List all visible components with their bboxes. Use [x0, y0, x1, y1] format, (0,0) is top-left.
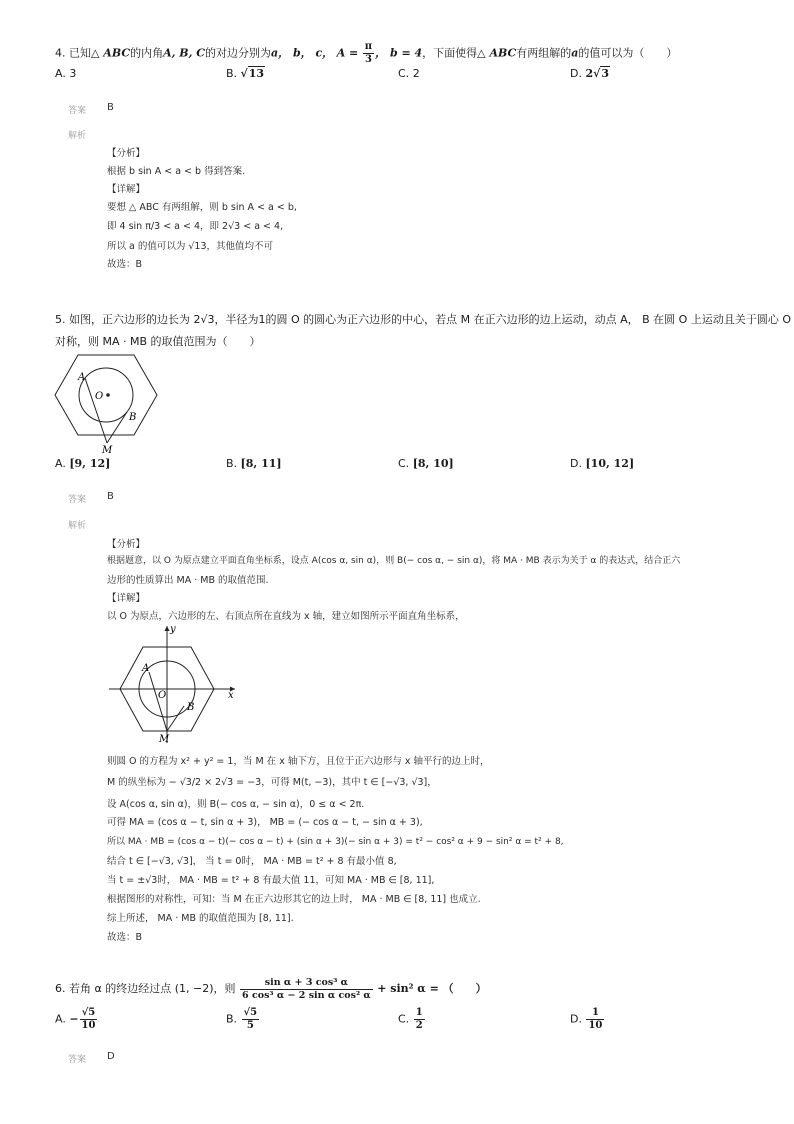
q4-stem-text: 4. 已知 [55, 46, 91, 60]
q4-triangle: △ ABC [477, 46, 517, 60]
q5-option-a[interactable] [55, 457, 110, 470]
answer-label: 答案 [68, 1055, 87, 1065]
option-label: C. [398, 67, 410, 80]
q6-option-c[interactable] [398, 1008, 426, 1031]
segment-mb [107, 412, 127, 443]
solution-line: 根据题意，以 O 为原点建立平面直角坐标系，设点 A(cos α, sin α)，则 B(− cos α, − sin α)，将 MA · MB 表示为关于 α 的表达式，结合正六 [107, 556, 681, 566]
option-value: [8, 11] [240, 457, 282, 470]
fraction-denominator: 10 [81, 1020, 96, 1031]
solution-line: 当 t = ±√3时， MA · MB = t² + 8 有最大值 11，可知 MA · MB ∈ [8, 11], [107, 875, 435, 886]
analysis-label: 解析 [68, 521, 87, 531]
option-label: C. [398, 1012, 410, 1026]
label-b: B [129, 412, 137, 423]
q4-stem-text: 的内角 [130, 46, 164, 60]
fraction-numerator: π [364, 41, 373, 52]
solution-line: 结合 t ∈ [−√3, √3]， 当 t = 0时， MA · MB = t² + 8 有最小值 8, [107, 856, 397, 867]
solution-line: 综上所述， MA · MB 的取值范围为 [8, 11]. [107, 913, 294, 924]
option-label: C. [398, 457, 410, 470]
option-fraction [586, 1008, 604, 1031]
solution-line: 即 4 sin π/3 < a < 4，即 2√3 < a < 4, [107, 221, 284, 232]
option-label: B. [226, 1012, 238, 1026]
q6-option-d[interactable] [570, 1008, 605, 1031]
label-b: B [187, 702, 195, 713]
center-dot [106, 393, 110, 397]
solution-line: 要想 △ ABC 有两组解，则 b sin A < a < b, [107, 202, 297, 213]
sqrt-sign: √ [240, 67, 248, 80]
option-fraction [242, 1008, 260, 1031]
fraction-denominator: 5 [246, 1020, 254, 1031]
option-label: D. [570, 1012, 582, 1026]
label-a: A [78, 372, 86, 383]
label-m: M [159, 734, 170, 745]
q4-var-a: a [571, 46, 579, 60]
segment-ma [149, 672, 167, 731]
fraction-denominator: 2 [415, 1020, 423, 1031]
q6-option-a[interactable] [55, 1008, 98, 1031]
label-m: M [102, 445, 113, 455]
option-label: A. [55, 457, 66, 470]
q5-stem-line1: 5. 如图，正六边形的边长为 2√3，半径为1的圆 O 的圆心为正六边形的中心，若点 M 在正六边形的边上运动，动点 A， B 在圆 O 上运动且关于圆心 O [55, 313, 791, 326]
sqrt-sign: √ [593, 67, 601, 80]
fraction-numerator: √5 [243, 1007, 258, 1018]
option-value: [10, 12] [585, 457, 635, 470]
fraction-denominator: 3 [364, 54, 372, 65]
solution-line: 【分析】 [107, 539, 146, 550]
segment-mb [167, 706, 184, 731]
q4-pi-over-3 [363, 42, 374, 65]
solution-line: 故选：B [107, 259, 143, 270]
segment-ma [85, 378, 107, 443]
label-a: A [142, 663, 150, 674]
label-o: O [158, 690, 167, 701]
option-sign: − [69, 1012, 79, 1026]
fraction-numerator: 1 [415, 1007, 423, 1018]
solution-line: 可得 MA = (cos α − t, sin α + 3)， MB = (− cos α − t, − sin α + 3), [107, 817, 423, 828]
fraction-numerator: 1 [586, 1008, 604, 1020]
q4-angles: A, B, C [163, 46, 205, 60]
q5-hexagon-figure [52, 350, 162, 455]
solution-line: M 的纵坐标为 − √3/2 × 2√3 = −3，可得 M(t, −3)，其中 t ∈ [−√3, √3]， [107, 777, 437, 788]
option-label: D. [570, 457, 582, 470]
option-label: D. [570, 67, 582, 80]
q4-option-b[interactable] [226, 67, 265, 80]
q4-option-d[interactable] [570, 67, 610, 80]
label-o: O [95, 391, 104, 402]
option-value: 3 [69, 67, 77, 80]
option-value: 3 [601, 67, 610, 80]
solution-line: 根据 b sin A < a < b 得到答案. [107, 166, 246, 177]
q4-sides: a， b， c， [271, 46, 334, 60]
solution-line: 【详解】 [107, 593, 146, 604]
fraction-denominator: 6 cos³ α − 2 sin α cos² α [242, 989, 371, 1001]
y-axis-arrow [165, 626, 170, 631]
q4-stem-text: ，下面使得 [422, 46, 478, 60]
q6-expression-fraction [240, 978, 373, 1000]
label-y: y [170, 624, 176, 635]
answer-label: 答案 [68, 495, 87, 505]
answer-value: D [107, 1051, 115, 1062]
solution-line: 所以 a 的值可以为 √13，其他值均不可 [107, 241, 274, 252]
option-value: 13 [248, 67, 265, 80]
answer-value: B [107, 491, 114, 502]
solution-line: 所以 MA · MB = (cos α − t)(− cos α − t) + (sin α + 3)(− sin α + 3) = t² − cos² α + 9 − sin² α = t² + 8, [107, 837, 564, 847]
solution-line: 【分析】 [107, 148, 146, 159]
q4-triangle: △ ABC [91, 46, 131, 60]
hexagon-shape [55, 355, 157, 435]
option-fraction [414, 1008, 425, 1031]
q5-stem-line2: 对称，则 MA · MB 的取值范围为（ ） [55, 335, 261, 348]
q4-stem-text: 的对边分别为 [205, 46, 271, 60]
label-x: x [228, 690, 234, 701]
q4-stem-text: 有两组解的 [516, 46, 572, 60]
option-value: 2 [412, 67, 420, 80]
option-label: B. [226, 67, 238, 80]
q4-angle-a: A = [336, 46, 359, 60]
q4-option-a[interactable] [55, 67, 76, 80]
option-label: A. [55, 1012, 66, 1026]
solution-line: 则圆 O 的方程为 x² + y² = 1，当 M 在 x 轴下方，且位于正六边形与 x 轴平行的边上时， [107, 756, 490, 767]
q6-stem-text: 6. 若角 α 的终边经过点 (1, −2)，则 [55, 982, 236, 995]
option-label: A. [55, 67, 66, 80]
q5-option-c[interactable] [398, 457, 454, 470]
circle-o-shape [79, 368, 133, 422]
solution-line: 以 O 为原点，六边形的左、右顶点所在直线为 x 轴，建立如图所示平面直角坐标系， [107, 611, 465, 622]
solution-line: 设 A(cos α, sin α)，则 B(− cos α, − sin α)，0 ≤ α < 2π. [107, 799, 365, 810]
answer-value: B [107, 102, 114, 113]
solution-line: 边形的性质算出 MA · MB 的取值范围. [107, 575, 269, 586]
q4-stem-text: 的值可以为（ ） [578, 46, 678, 60]
option-value: [9, 12] [69, 457, 111, 470]
analysis-label: 解析 [68, 131, 87, 141]
fraction-denominator: 10 [588, 1020, 603, 1031]
option-value: 2 [585, 67, 594, 80]
q6-stem [55, 978, 487, 1000]
solution-line: 【详解】 [107, 184, 146, 195]
fraction-numerator: sin α + 3 cos³ α [240, 978, 373, 990]
q5-coordinate-figure [105, 620, 240, 750]
solution-line: 根据图形的对称性，可知：当 M 在正六边形其它的边上时， MA · MB ∈ [8, 11] 也成立. [107, 894, 481, 905]
q5-option-d[interactable] [570, 457, 634, 470]
q5-option-b[interactable] [226, 457, 282, 470]
fraction-numerator: √5 [80, 1008, 98, 1020]
option-fraction [80, 1008, 98, 1031]
option-value: [8, 10] [412, 457, 454, 470]
q6-stem-text: + sin² α = （ ） [377, 982, 487, 995]
option-label: B. [226, 457, 238, 470]
q4-stem [55, 42, 677, 65]
q4-option-c[interactable] [398, 67, 420, 80]
solution-line: 故选：B [107, 932, 143, 943]
q4-b-value: ， b = 4 [375, 46, 423, 60]
answer-label: 答案 [68, 106, 87, 116]
q6-option-b[interactable] [226, 1008, 260, 1031]
